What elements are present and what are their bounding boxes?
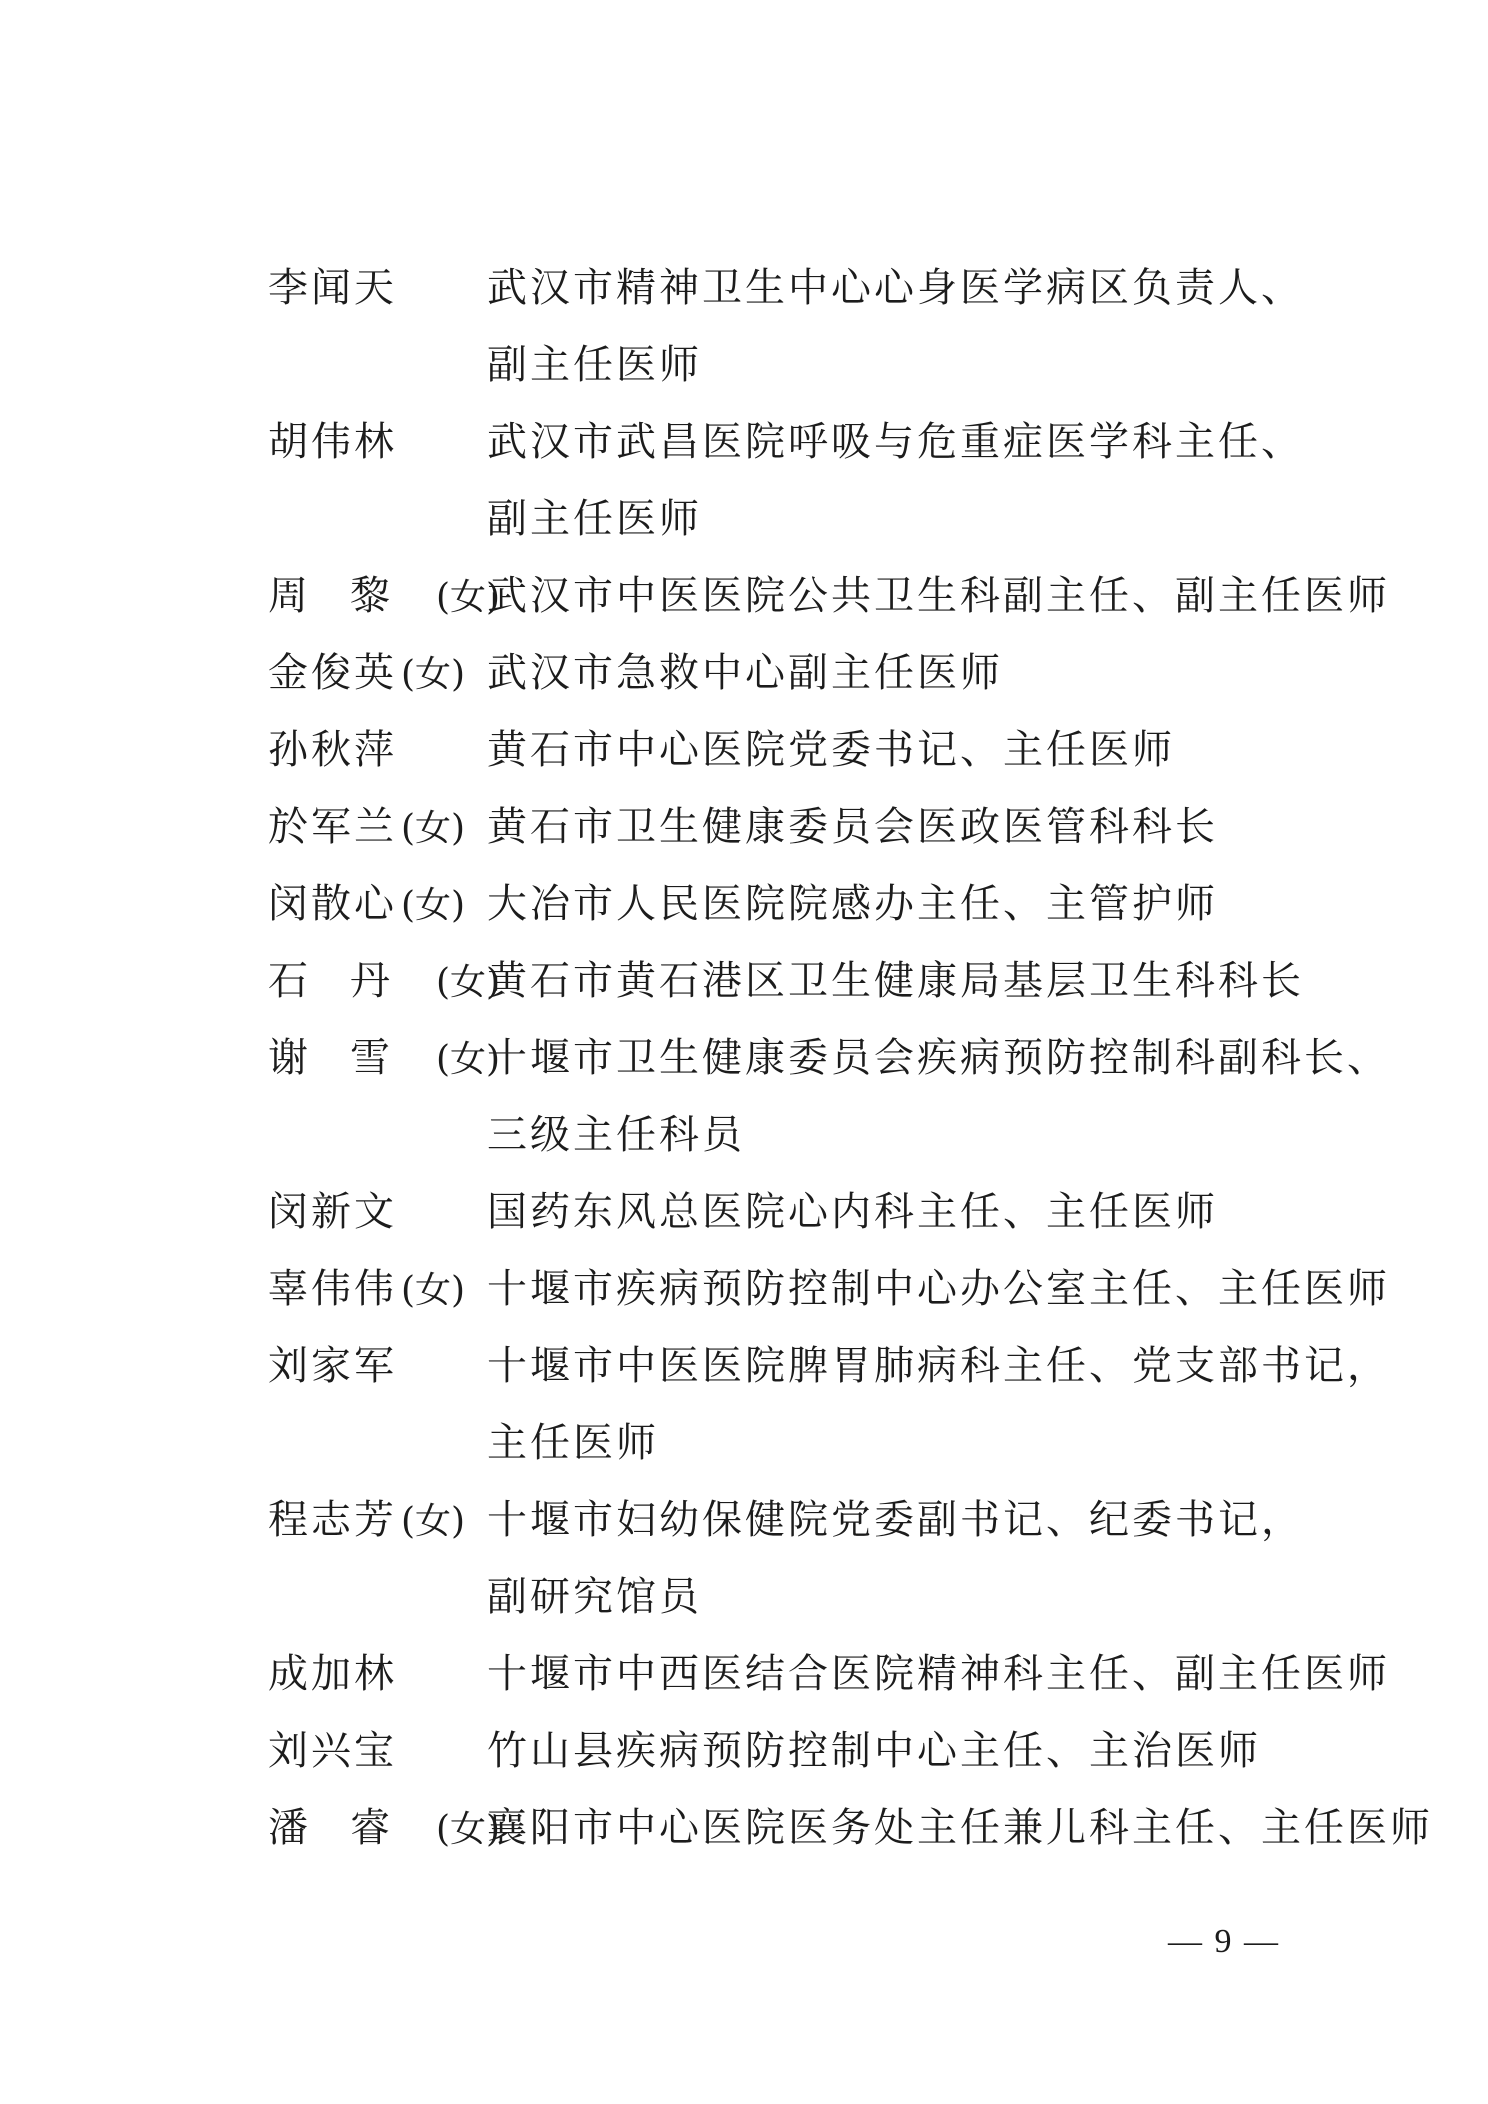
person-name xyxy=(268,1328,478,1405)
entry-line xyxy=(0,1251,1488,1328)
entry-line xyxy=(0,481,1488,558)
person-name xyxy=(268,1790,501,1867)
list-item xyxy=(0,1328,1488,1482)
person-name xyxy=(268,1636,478,1713)
gender-note: (女) xyxy=(436,577,501,618)
gender-note: (女) xyxy=(401,1501,466,1542)
entry-line xyxy=(0,866,1488,943)
person-name xyxy=(268,1482,478,1559)
position-description: 武汉市精神卫生中心心身医学病区负责人、 xyxy=(487,265,1304,311)
person-name xyxy=(268,1713,478,1790)
position-description: 副主任医师 xyxy=(487,342,702,388)
name-text: 石丹 xyxy=(268,958,432,1004)
gender-note: (女) xyxy=(436,1039,501,1080)
person-name xyxy=(268,712,478,789)
entry-line xyxy=(0,1328,1488,1405)
name-text: 辜伟伟 xyxy=(268,1266,397,1312)
person-name xyxy=(268,1174,478,1251)
name-text: 於军兰 xyxy=(268,804,397,850)
name-text: 谢雪 xyxy=(268,1035,432,1081)
gender-note: (女) xyxy=(401,654,466,695)
list-item xyxy=(0,404,1488,558)
page-number: — 9 — xyxy=(1168,1923,1280,1960)
position-description: 副研究馆员 xyxy=(487,1574,702,1620)
entry-line xyxy=(0,635,1488,712)
gender-note: (女) xyxy=(401,808,466,849)
position-description: 主任医师 xyxy=(487,1420,659,1466)
entry-line xyxy=(0,1790,1488,1867)
entry-line xyxy=(0,1174,1488,1251)
position-description: 十堰市卫生健康委员会疾病预防控制科副科长、 xyxy=(487,1035,1390,1081)
entry-line xyxy=(0,558,1488,635)
position-description: 竹山县疾病预防控制中心主任、主治医师 xyxy=(487,1728,1261,1774)
list-item xyxy=(0,943,1488,1020)
name-text: 闵新文 xyxy=(268,1189,397,1235)
list-item xyxy=(0,866,1488,943)
person-name xyxy=(268,943,501,1020)
name-text: 成加林 xyxy=(268,1651,397,1697)
name-text: 刘兴宝 xyxy=(268,1728,397,1774)
entry-line xyxy=(0,1020,1488,1097)
entry-line xyxy=(0,250,1488,327)
position-description: 三级主任科员 xyxy=(487,1112,745,1158)
entry-line xyxy=(0,1405,1488,1482)
entry-line xyxy=(0,1559,1488,1636)
name-text: 李闻天 xyxy=(268,265,397,311)
position-description: 黄石市卫生健康委员会医政医管科科长 xyxy=(487,804,1218,850)
position-description: 十堰市疾病预防控制中心办公室主任、主任医师 xyxy=(487,1266,1390,1312)
name-text: 程志芳 xyxy=(268,1497,397,1543)
person-name xyxy=(268,1251,478,1328)
name-text: 孙秋萍 xyxy=(268,727,397,773)
list-item xyxy=(0,250,1488,404)
name-text: 刘家军 xyxy=(268,1343,397,1389)
name-text: 胡伟林 xyxy=(268,419,397,465)
name-list xyxy=(0,250,1488,1867)
entry-line xyxy=(0,712,1488,789)
position-description: 武汉市武昌医院呼吸与危重症医学科主任、 xyxy=(487,419,1304,465)
entry-line xyxy=(0,1097,1488,1174)
name-text: 闵散心 xyxy=(268,881,397,927)
name-text: 潘睿 xyxy=(268,1805,432,1851)
list-item xyxy=(0,712,1488,789)
name-text: 周黎 xyxy=(268,573,432,619)
list-item xyxy=(0,1482,1488,1636)
gender-note: (女) xyxy=(436,1809,501,1850)
gender-note: (女) xyxy=(401,885,466,926)
gender-note: (女) xyxy=(436,962,501,1003)
position-description: 武汉市中医医院公共卫生科副主任、副主任医师 xyxy=(487,573,1390,619)
person-name xyxy=(268,635,478,712)
position-description: 大冶市人民医院院感办主任、主管护师 xyxy=(487,881,1218,927)
list-item xyxy=(0,635,1488,712)
entry-line xyxy=(0,1636,1488,1713)
position-description: 十堰市妇幼保健院党委副书记、纪委书记， xyxy=(487,1497,1304,1543)
person-name xyxy=(268,558,501,635)
person-name xyxy=(268,866,478,943)
person-name xyxy=(268,404,478,481)
entry-line xyxy=(0,943,1488,1020)
entry-line xyxy=(0,789,1488,866)
person-name xyxy=(268,1020,501,1097)
gender-note: (女) xyxy=(401,1270,466,1311)
entry-line xyxy=(0,327,1488,404)
position-description: 副主任医师 xyxy=(487,496,702,542)
position-description: 襄阳市中心医院医务处主任兼儿科主任、主任医师 xyxy=(487,1805,1433,1851)
list-item xyxy=(0,1713,1488,1790)
list-item xyxy=(0,1174,1488,1251)
list-item xyxy=(0,1020,1488,1174)
person-name xyxy=(268,250,478,327)
list-item xyxy=(0,558,1488,635)
person-name xyxy=(268,789,478,866)
entry-line xyxy=(0,1482,1488,1559)
list-item xyxy=(0,1636,1488,1713)
entry-line xyxy=(0,1713,1488,1790)
name-text: 金俊英 xyxy=(268,650,397,696)
list-item xyxy=(0,1251,1488,1328)
position-description: 十堰市中医医院脾胃肺病科主任、党支部书记， xyxy=(487,1343,1390,1389)
position-description: 十堰市中西医结合医院精神科主任、副主任医师 xyxy=(487,1651,1390,1697)
list-item xyxy=(0,789,1488,866)
entry-line xyxy=(0,404,1488,481)
position-description: 武汉市急救中心副主任医师 xyxy=(487,650,1003,696)
position-description: 黄石市黄石港区卫生健康局基层卫生科科长 xyxy=(487,958,1304,1004)
list-item xyxy=(0,1790,1488,1867)
position-description: 国药东风总医院心内科主任、主任医师 xyxy=(487,1189,1218,1235)
position-description: 黄石市中心医院党委书记、主任医师 xyxy=(487,727,1175,773)
